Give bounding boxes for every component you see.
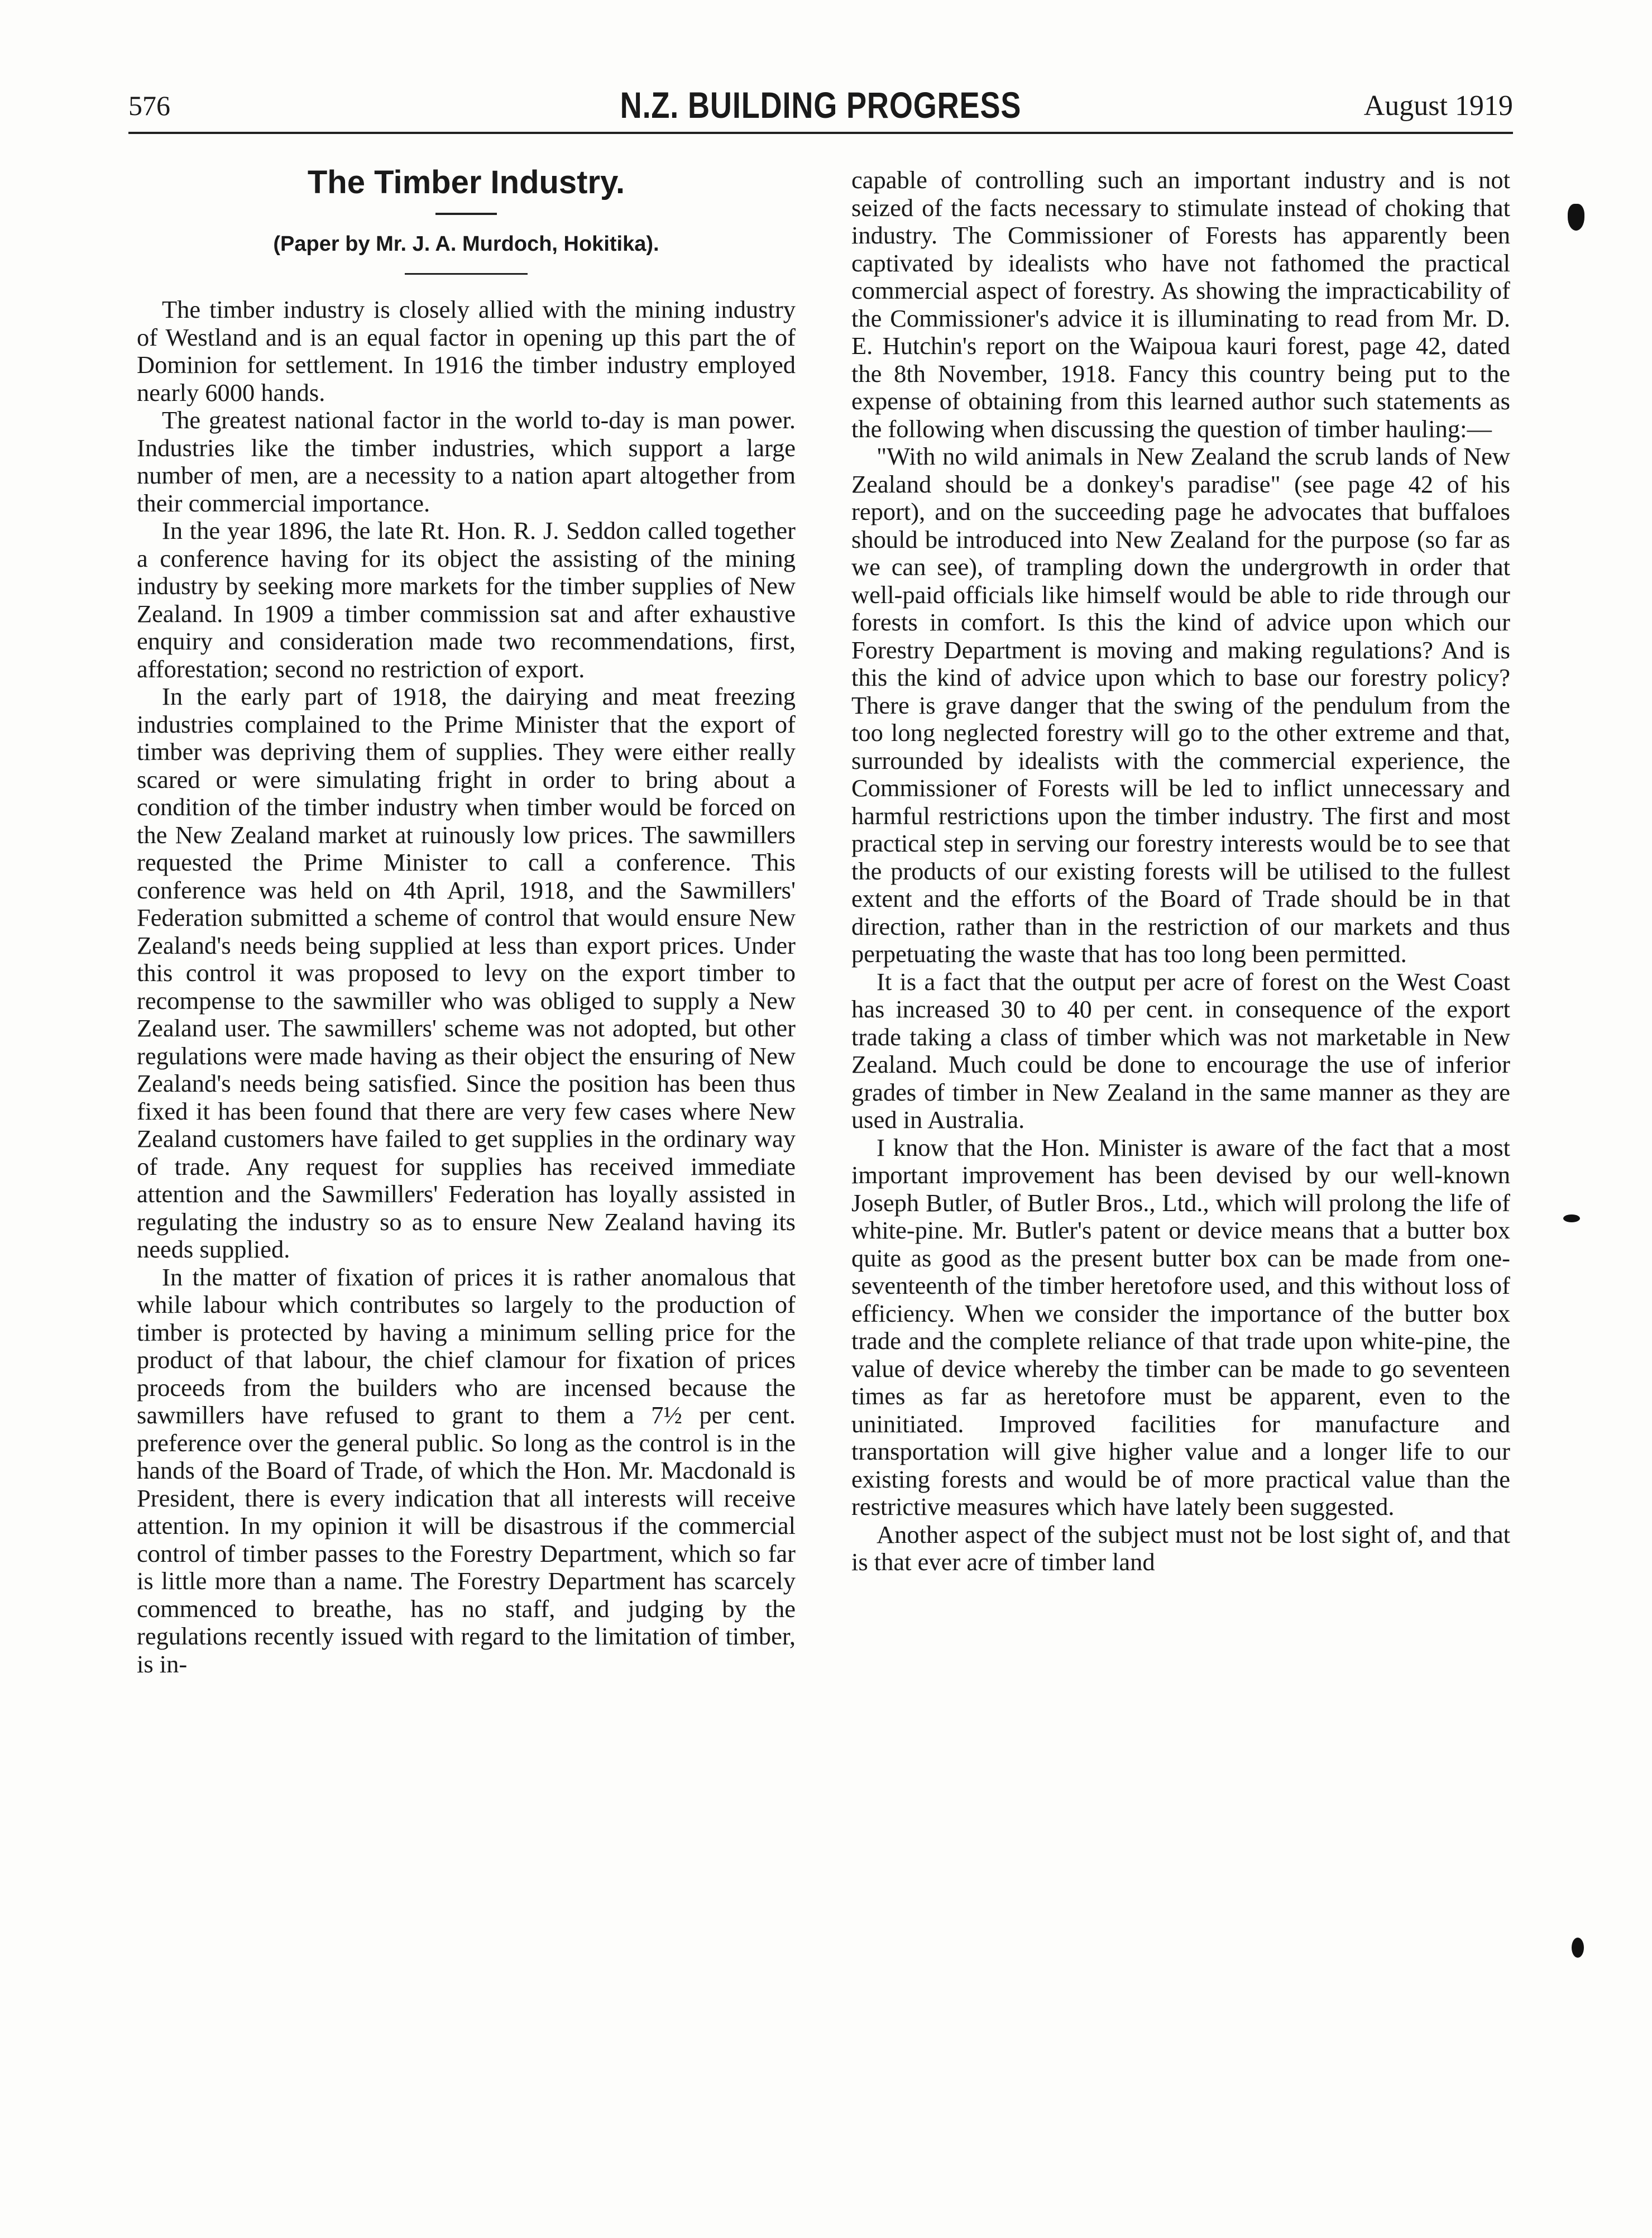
paragraph: The timber industry is closely allied with the mining industry of Westland and is an equal factor in opening up this part the of Dominion for settlement. In 1916 the timber industry employed nearly 6000 hands. [137,295,796,407]
paragraph: The greatest national factor in the world to-day is man power. Industries like the timber industries, which support a large number of men, are a necessity to a nation apart altogether from their commercial importance. [137,406,796,517]
scan-blemish [1572,1938,1584,1958]
header-rule [128,132,1513,134]
issue-date: August 1919 [1363,90,1513,122]
quoted-paragraph: "With no wild animals in New Zealand the scrub lands of New Zealand should be a donkey's paradise" (see page 42 of his report), and on the succeeding page he advocates that buffaloes should be introduced into New Zealand for the purpose (so far as we can see), of trampling down the undergrowth in order that well-paid officials like himself would be able to ride through our forests in comfort. Is this the kind of advice upon which our Forestry Department is moving and making regulations? And is this the kind of advice upon which to base our forestry policy? There is grave danger that the swing of the pendulum from the too long neglected forestry will go to the other extreme and that, surrounded by idealists with the commercial experience, the Commissioner of Forests will be led to inflict unnecessary and harmful restrictions upon the timber industry. The first and most practical step in serving our forestry interests would be to see that the products of our existing forests will be utilised to the fullest extent and the efforts of the Board of Trade should be in that direction, rather than in the restriction of our markets and thus perpetuating the waste that has too long been permitted. [851,442,1510,968]
left-column [137,159,796,1678]
paragraph: I know that the Hon. Minister is aware of the fact that a most important improvement has been devised by our well-known Joseph Butler, of Butler Bros., Ltd., which will prolong the life of white-pine. Mr. Butler's patent or device means that a butter box quite as good as the present butter box can be made from one-seventeenth of the timber heretofore used, and this without loss of efficiency. When we consider the importance of the butter box trade and the complete reliance of that trade upon white-pine, the value of device whereby the timber can be made to go seventeen times as far as heretofore must be apparent, even to the uninitiated. Improved facilities for manufacture and transportation will give higher value and a longer life to our existing forests and would be of more practical value than the restrictive measures which have lately been suggested. [851,1133,1510,1520]
article-title: The Timber Industry. [307,164,625,200]
paragraph: It is a fact that the output per acre of forest on the West Coast has increased 30 to 40 per cent. in consequence of the export trade taking a class of timber which was not marketable in New Zealand. Much could be done to encourage the use of inferior grades of timber in New Zealand in the same manner as they are used in Australia. [851,967,1510,1134]
page-number: 576 [128,90,170,121]
right-column [851,166,1510,1576]
scan-blemish [1568,204,1584,231]
paragraph: In the matter of fixation of prices it is rather anomalous that while labour which contributes so largely to the production of timber is protected by having a minimum selling price for the product of that labour, the chief clamour for fixation of prices proceeds from the builders who are incensed because the sawmillers have refused to grant to them a 7½ per cent. preference over the general public. So long as the control is in the hands of the Board of Trade, of which the Hon. Mr. Macdonald is President, there is every indication that all interests will receive attention. In my opinion it will be disastrous if the commercial control of timber passes to the Forestry Department, which so far is little more than a name. The Forestry Department has scarcely commenced to breathe, has no staff, and judging by the regulations recently issued with regard to the limitation of timber, is in- [137,1263,796,1678]
scan-blemish [1563,1214,1580,1222]
paragraph: capable of controlling such an important industry and is not seized of the facts necessary to stimulate instead of choking that industry. The Commissioner of Forests has apparently been captivated by idealists who have not fathomed the practical commercial aspect of forestry. As showing the impracticability of the Commissioner's advice it is illuminating to read from Mr. D. E. Hutchin's report on the Waipoua kauri forest, page 42, dated the 8th November, 1918. Fancy this country being put to the expense of obtaining from this learned author such statements as the following when discussing the question of timber hauling:— [851,166,1510,443]
title-divider [435,213,497,215]
paragraph: Another aspect of the subject must not be lost sight of, and that is that ever acre of timber land [851,1520,1510,1576]
journal-title: N.Z. BUILDING PROGRESS [620,84,1022,126]
paragraph: In the year 1896, the late Rt. Hon. R. J. Seddon called together a conference having for its object the assisting of the mining industry by seeking more markets for the timber supplies of New Zealand. In 1909 a timber commission sat and after exhaustive enquiry and consideration made two recommendations, first, afforestation; second no restriction of export. [137,517,796,683]
article-byline: (Paper by Mr. J. A. Murdoch, Hokitika). [273,232,659,256]
paragraph: In the early part of 1918, the dairying and meat freezing industries complained to the Prime Minister that the export of timber was depriving them of supplies. They were either really scared or were simulating fright in order to bring about a condition of the timber industry when timber would be forced on the New Zealand market at ruinously low prices. The sawmillers requested the Prime Minister to call a conference. This conference was held on 4th April, 1918, and the Sawmillers' Federation submitted a scheme of control that would ensure New Zealand's needs being supplied at less than export prices. Under this control it was proposed to levy on the export timber to recompense to the sawmiller who was obliged to supply a New Zealand user. The sawmillers' scheme was not adopted, but other regulations were made having as their object the ensuring of New Zealand's needs being satisfied. Since the position has been thus fixed it has been found that there are very few cases where New Zealand customers have failed to get supplies in the ordinary way of trade. Any request for supplies has received immediate attention and the Sawmillers' Federation has loyally assisted in regulating the industry so as to ensure New Zealand having its needs supplied. [137,682,796,1263]
byline-divider [405,273,528,275]
page-header [128,84,1513,145]
